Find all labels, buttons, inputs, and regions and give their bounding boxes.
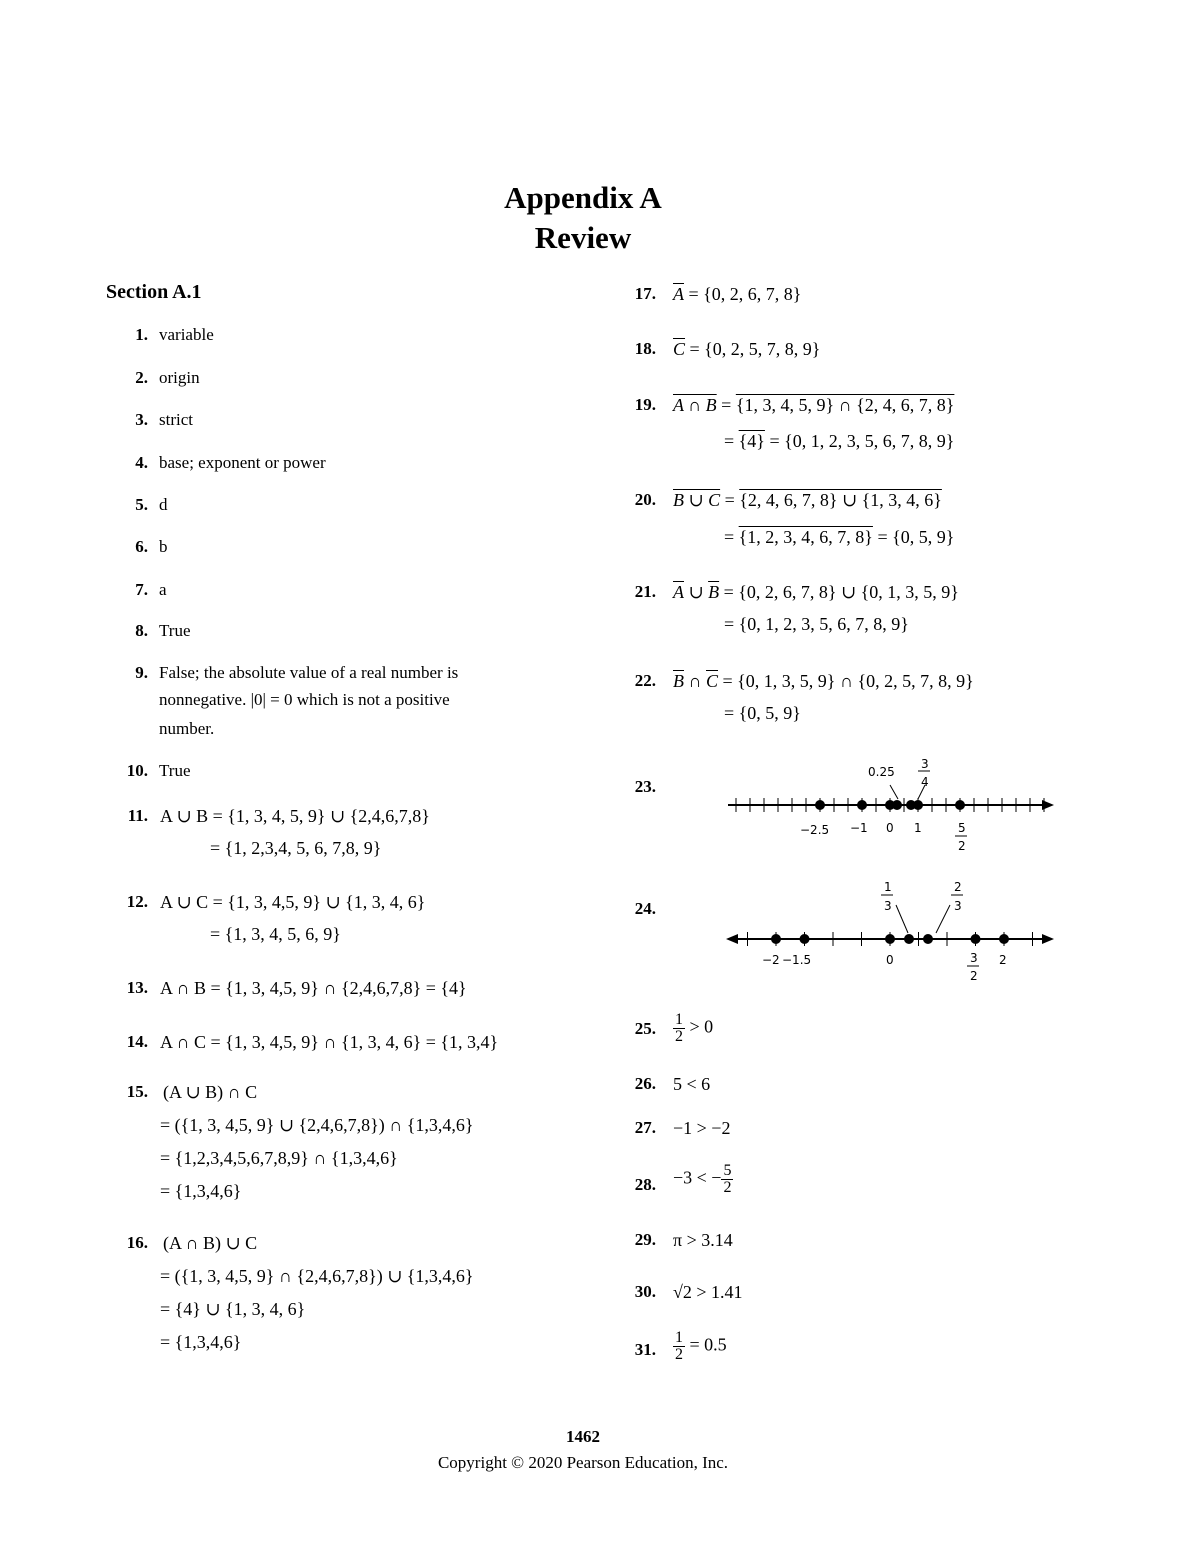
item-number: 8. [135, 621, 148, 640]
answer-21-line1: $\overline{A}$ ∪ $\overline{B} = \{0$, 2, 6, 7, 8} ∪ {0, 1, 3, 5, 9} [673, 582, 959, 602]
answer-16-line4: = {1,3,4,6} [160, 1332, 242, 1352]
item-number: 11. [127, 806, 148, 825]
pointer-line [896, 905, 908, 933]
plotted-point [955, 800, 965, 810]
answer-31: $\frac{1}{2}$ = 0.5 [675, 1329, 727, 1363]
item-number: 19. [634, 395, 656, 414]
item-number: 23. [634, 777, 656, 796]
plotted-point [904, 934, 914, 944]
answer-17: $\overline{A} = \{0$, 2, 6, 7, 8} [673, 284, 802, 304]
item-number: 18. [634, 339, 656, 358]
item-number: 27. [634, 1118, 656, 1137]
item-number: 2. [135, 368, 148, 387]
plotted-point [892, 800, 902, 810]
label-three-quarters-den: 4 [921, 775, 929, 789]
item-number: 21. [634, 582, 656, 601]
answer-12-line2: = {1, 3, 4, 5, 6, 9} [210, 924, 341, 944]
item-number: 16. [126, 1233, 148, 1252]
answer-9-line2: nonnegative. |0| = 0 which is not a positive [159, 690, 450, 709]
answer-6: b [159, 537, 168, 556]
answer-22-line2: = {0, 5, 9} [724, 703, 801, 723]
answer-28: −3 < − $\frac{5}{2}$ [673, 1162, 732, 1196]
item-number: 29. [634, 1230, 656, 1249]
page-title: Appendix A [504, 180, 662, 215]
plotted-point [815, 800, 825, 810]
answer-1: variable [159, 325, 214, 344]
answer-26: 5 < 6 [673, 1074, 711, 1094]
label-1: 1 [914, 821, 922, 835]
label-neg-2.5: −2.5 [800, 823, 830, 837]
page-subtitle: Review [534, 220, 632, 255]
answer-19-line2: = {4} = {0, 1, 2, 3, 5, 6, 7, 8, 9} [724, 431, 955, 451]
arrow-left-icon [726, 934, 738, 944]
item-number: 9. [135, 663, 148, 682]
answer-5: d [159, 495, 168, 514]
arrow-right-icon [1042, 934, 1054, 944]
item-number: 25. [634, 1019, 656, 1038]
label-0: 0 [886, 821, 894, 835]
label-0: 0 [886, 953, 894, 967]
label-2: 2 [999, 953, 1007, 967]
answer-15-line3: = {1,2,3,4,5,6,7,8,9} ∩ {1,3,4,6} [160, 1148, 398, 1168]
item-number: 30. [634, 1282, 656, 1301]
plotted-point [923, 934, 933, 944]
item-number: 1. [135, 325, 148, 344]
answer-4: base; exponent or power [159, 453, 326, 472]
label-neg-2: −2 [762, 953, 780, 967]
page-number: 1462 [566, 1427, 600, 1446]
label-three-halves-den: 2 [970, 969, 978, 983]
item-number: 24. [634, 899, 656, 918]
plotted-point [913, 800, 923, 810]
answer-11-line1: A ∪ B = {1, 3, 4, 5, 9} ∪ {2,4,6,7,8} [160, 806, 430, 826]
answer-7: a [159, 580, 167, 599]
item-number: 13. [126, 978, 148, 997]
answer-22-line1: $\overline{B}$ ∩ $\overline{C} = \{0$, 1, 3, 5, 9} ∩ {0, 2, 5, 7, 8, 9} [673, 671, 974, 691]
label-two-thirds-num: 2 [954, 880, 962, 894]
answer-11-line2: = {1, 2,3,4, 5, 6, 7,8, 9} [210, 838, 382, 858]
item-number: 15. [126, 1082, 148, 1101]
item-number: 14. [126, 1032, 148, 1051]
item-number: 17. [634, 284, 656, 303]
answer-2: origin [159, 368, 200, 387]
answer-13: A ∩ B = {1, 3, 4,5, 9} ∩ {2,4,6,7,8} = {4} [160, 978, 467, 998]
answer-18: $\overline{C} = \{0$, 2, 5, 7, 8, 9} [673, 339, 821, 359]
answer-30: √2 > 1.41 [673, 1282, 743, 1302]
answer-9-line1: False; the absolute value of a real number is [159, 663, 459, 682]
answer-16-line3: = {4} ∪ {1, 3, 4, 6} [160, 1299, 306, 1319]
answer-16-line2: = ({1, 3, 4,5, 9} ∩ {2,4,6,7,8}) ∪ {1,3,4,6} [160, 1266, 474, 1286]
pointer-line [890, 785, 898, 799]
item-number: 28. [634, 1175, 656, 1194]
label-neg-1: −1 [850, 821, 868, 835]
answer-9-line3: number. [159, 719, 215, 738]
label-five-halves-den: 2 [958, 839, 966, 853]
answer-27: −1 > −2 [673, 1118, 731, 1138]
plotted-point [971, 934, 981, 944]
plotted-point [885, 934, 895, 944]
answer-29: π > 3.14 [673, 1230, 733, 1250]
section-heading: Section A.1 [106, 281, 202, 303]
answer-14: A ∩ C = {1, 3, 4,5, 9} ∩ {1, 3, 4, 6} = {1, 3,4} [160, 1032, 499, 1052]
label-neg-1.5: −1.5 [782, 953, 812, 967]
plotted-point [857, 800, 867, 810]
item-number: 7. [135, 580, 148, 599]
copyright-notice: Copyright © 2020 Pearson Education, Inc. [437, 1453, 729, 1472]
answer-15-line2: = ({1, 3, 4,5, 9} ∪ {2,4,6,7,8}) ∩ {1,3,4,6} [160, 1115, 474, 1135]
label-0.25: 0.25 [868, 765, 895, 779]
answer-19-line1: A ∩ B = {1, 3, 4, 5, 9} ∩ {2, 4, 6, 7, 8} [673, 395, 955, 415]
answer-20-line2: = {1, 2, 3, 4, 6, 7, 8} = {0, 5, 9} [724, 527, 955, 547]
plotted-point [999, 934, 1009, 944]
answer-8: True [159, 621, 191, 640]
item-number: 4. [135, 453, 148, 472]
label-three-halves-num: 3 [970, 951, 978, 965]
pointer-line [936, 905, 950, 933]
item-number: 10. [126, 761, 148, 780]
label-five-halves-num: 5 [958, 821, 966, 835]
item-number: 22. [634, 671, 656, 690]
item-number: 3. [135, 410, 148, 429]
item-number: 26. [634, 1074, 656, 1093]
label-three-quarters-num: 3 [921, 757, 929, 771]
answer-3: strict [159, 410, 193, 429]
number-line-24 [720, 875, 1060, 985]
item-number: 20. [634, 490, 656, 509]
number-line-23 [720, 755, 1060, 855]
item-number: 31. [634, 1340, 656, 1359]
item-number: 5. [135, 495, 148, 514]
answer-21-line2: = {0, 1, 2, 3, 5, 6, 7, 8, 9} [724, 614, 909, 634]
answer-15-line4: = {1,3,4,6} [160, 1181, 242, 1201]
label-one-third-den: 3 [884, 899, 892, 913]
label-two-thirds-den: 3 [954, 899, 962, 913]
item-number: 6. [135, 537, 148, 556]
item-number: 12. [126, 892, 148, 911]
answer-25: $\frac{1}{2}$ > 0 [675, 1011, 714, 1045]
answer-12-line1: A ∪ C = {1, 3, 4,5, 9} ∪ {1, 3, 4, 6} [160, 892, 426, 912]
plotted-point [800, 934, 810, 944]
answer-10: True [159, 761, 191, 780]
plotted-point [771, 934, 781, 944]
answer-16-line1: (A ∩ B) ∪ C [163, 1233, 258, 1253]
label-one-third-num: 1 [884, 880, 892, 894]
answer-15-line1: (A ∪ B) ∩ C [163, 1082, 258, 1102]
answer-20-line1: B ∪ C = {2, 4, 6, 7, 8} ∪ {1, 3, 4, 6} [673, 490, 942, 510]
